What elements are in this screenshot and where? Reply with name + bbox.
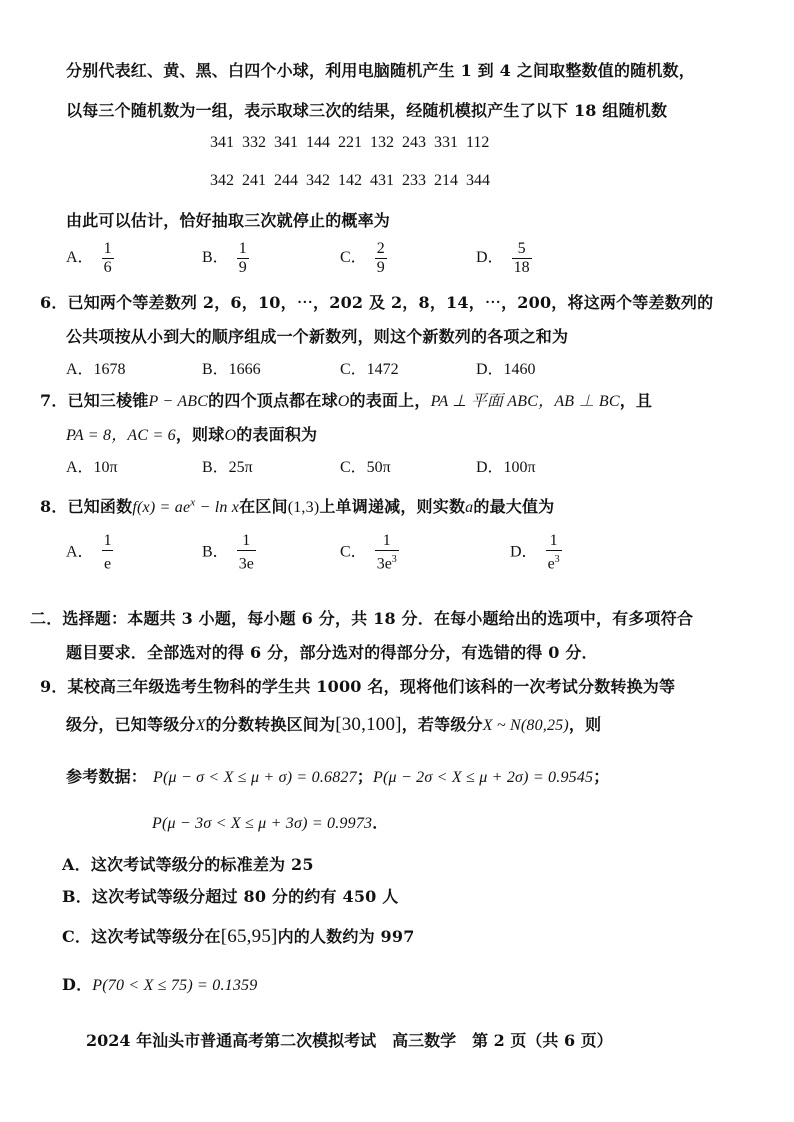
q8-line-1: 8．已知函数$f(x) = ae^x - \ln x$在区间(1,3)上单调递减，则实数a的最大值为 bbox=[40, 496, 555, 516]
random-numbers-row-2: 342 241 244 342 142 431 233 214 344 bbox=[210, 172, 490, 189]
section-2-instructions-line-2: 题目要求．全部选对的得 6 分，部分选对的得部分分，有选错的得 0 分． bbox=[66, 643, 598, 662]
q5-line-2: 以每三个随机数为一组，表示取球三次的结果，经随机模拟产生了以下 18 组随机数 bbox=[66, 101, 668, 120]
q8-option-d: D． $\frac{1}{e^3}$ bbox=[510, 532, 560, 573]
q9-option-c: C．这次考试等级分在[65,95]内的人数约为 997 bbox=[62, 926, 415, 947]
q5-line-1: 分别代表红、黄、黑、白四个小球，利用电脑随机产生 1 到 4 之间取整数值的随机数， bbox=[66, 61, 695, 80]
q9-option-b: B．这次考试等级分超过 80 分的约有 450 人 bbox=[62, 887, 399, 906]
q7-line-2: PA = 8，AC = 6，则球O的表面积为 bbox=[66, 425, 318, 444]
q6-option-a: A．1678 bbox=[66, 361, 126, 378]
q5-option-a: A． $\frac{1}{6}$ bbox=[66, 240, 112, 276]
q7-option-c: C．50π bbox=[340, 459, 391, 476]
q7-option-d: D．100π bbox=[476, 459, 536, 476]
q5-line-3: 由此可以估计，恰好抽取三次就停止的概率为 bbox=[66, 211, 391, 230]
q8-option-a: A． $\frac{1}{e}$ bbox=[66, 532, 112, 573]
q7-option-b: B．25π bbox=[202, 459, 253, 476]
q9-option-d: D．P(70 < X ≤ 75) = 0.1359 bbox=[62, 975, 258, 994]
q7-option-a: A．10π bbox=[66, 459, 118, 476]
q9-line-2: 级分，已知等级分X的分数转换区间为[30,100]，若等级分X ~ N(80,25)，则 bbox=[66, 714, 602, 735]
q6-option-d: D．1460 bbox=[476, 361, 536, 378]
page-footer: 2024 年汕头市普通高考第二次模拟考试 高三数学 第 2 页（共 6 页） bbox=[86, 1031, 613, 1050]
q6-option-b: B．1666 bbox=[202, 361, 261, 378]
q8-option-c: C． $\frac{1}{3e^3}$ bbox=[340, 532, 397, 573]
section-2-instructions-line-1: 二．选择题：本题共 3 小题，每小题 6 分，共 18 分．在每小题给出的选项中，有多项符合 bbox=[30, 609, 694, 628]
q9-line-1: 9．某校高三年级选考生物科的学生共 1000 名，现将他们该科的一次考试分数转换为等 bbox=[40, 677, 676, 696]
q9-reference-data-3: P(μ − 3σ < X ≤ μ + 3σ) = 0.9973． bbox=[152, 813, 389, 832]
q5-option-c: C． $\frac{2}{9}$ bbox=[340, 240, 385, 276]
q7-line-1: 7．已知三棱锥P − ABC的四个顶点都在球O的表面上，PA ⊥ 平面 ABC，AB ⊥ BC，且 bbox=[40, 391, 653, 410]
q8-option-b: B． $\frac{1}{3e}$ bbox=[202, 532, 254, 573]
q5-option-d: D． $\frac{5}{18}$ bbox=[476, 240, 530, 276]
q5-option-b: B． $\frac{1}{9}$ bbox=[202, 240, 247, 276]
q9-option-a: A．这次考试等级分的标准差为 25 bbox=[62, 855, 314, 874]
q6-line-2: 公共项按从小到大的顺序组成一个新数列，则这个新数列的各项之和为 bbox=[66, 327, 569, 346]
q6-line-1: 6．已知两个等差数列 2，6，10，⋯，202 及 2，8，14，⋯，200，将这两个等差数列的 bbox=[40, 293, 714, 312]
random-numbers-row-1: 341 332 341 144 221 132 243 331 112 bbox=[210, 134, 490, 151]
q6-option-c: C．1472 bbox=[340, 361, 399, 378]
q9-reference-data: 参考数据： P(μ − σ < X ≤ μ + σ) = 0.6827；P(μ − 2σ < X ≤ μ + 2σ) = 0.9545； bbox=[66, 767, 610, 786]
